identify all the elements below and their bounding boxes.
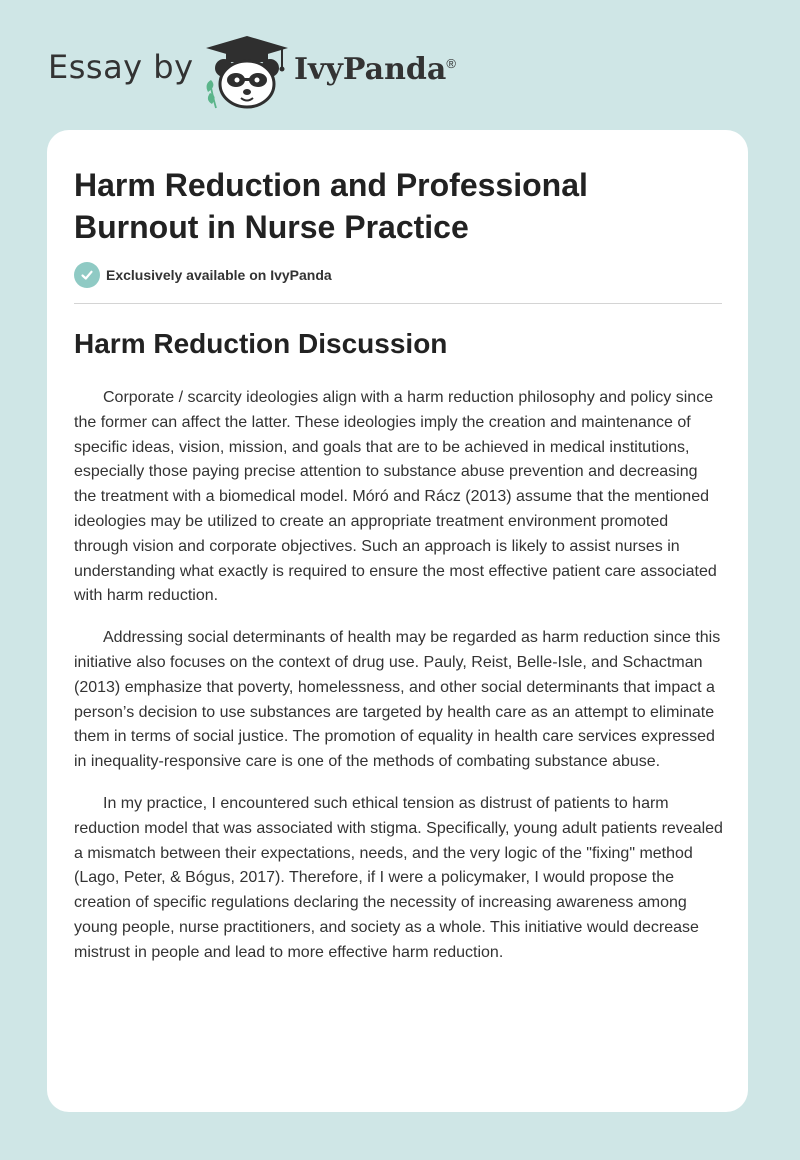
section-heading: Harm Reduction Discussion (74, 328, 448, 359)
paragraph-2: Addressing social determinants of health may be regarded as harm reduction since this initiative also focuses on the context of drug use. Pauly, Reist, Belle-Isle, and Schactman (2013) emphasize that poverty, homelessness, and other social determinants that impact a person’s decision to use substances are targeted by health care as an attempt to eliminate them in terms of social justice. The promotion of equality in health care services expressed in inequality-responsive care is one of the methods of combating substance abuse. (74, 629, 721, 771)
paragraph-3: In my practice, I encountered such ethical tension as distrust of patients to harm reduction model that was associated with stigma. Specifically, young adult patients revealed a mismatch between their expectations, needs, and the very logic of the "fixing" method (Lago, Peter, & Bógus, 2017). Therefore, if I were a policymaker, I would propose the creation of specific regulations declaring the necessity of increasing awareness among young people, nurse practitioners, and society as a whole. This initiative would decrease mistrust in people and lead to more effective harm reduction. (74, 794, 723, 961)
registered-mark: ® (446, 56, 456, 71)
paragraph-1: Corporate / scarcity ideologies align with a harm reduction philosophy and policy since the former can affect the latter. These ideologies imply the creation and maintenance of specific ideas, vision, mission, and goals that are to be achieved in medical institutions, especially those paying precise attention to substance abuse prevention and decreasing the treatment with a biomedical model. Móró and Rácz (2013) assume that the mentioned ideologies may be utilized to create an appropriate treatment environment promoted through vision and corporate objectives. Such an approach is likely to assist nurses in understanding what exactly is required to ensure the most effective patient care associated with harm reduction. (74, 389, 717, 605)
brand-name[interactable]: IvyPanda® (294, 52, 456, 87)
exclusive-badge (74, 262, 332, 288)
site-header (48, 30, 508, 110)
essay-by-label: Essay by (48, 48, 194, 86)
essay-card (47, 130, 748, 1112)
exclusive-label: Exclusively available on IvyPanda (106, 267, 332, 283)
check-icon (74, 262, 100, 288)
article-body (74, 386, 724, 983)
page-title: Harm Reduction and Professional Burnout in Nurse Practice (74, 167, 588, 245)
ivypanda-panda-logo-icon[interactable] (202, 34, 292, 110)
divider (74, 303, 722, 304)
